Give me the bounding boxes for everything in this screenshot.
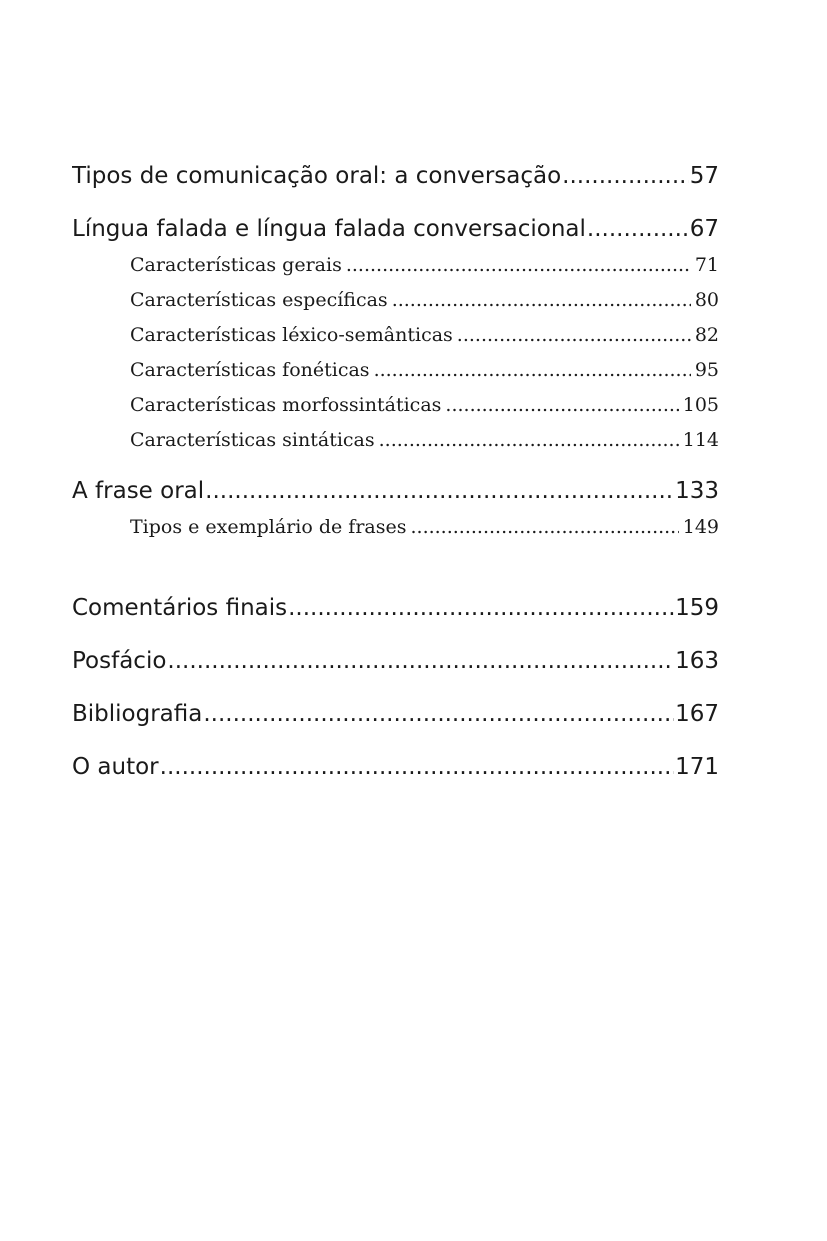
dot-leader <box>410 510 678 545</box>
toc-subentry-caracteristicas-especificas[interactable] <box>72 283 719 318</box>
table-of-contents <box>72 158 719 786</box>
toc-subentry-title: Características sintáticas <box>130 429 375 451</box>
dot-leader <box>562 158 689 195</box>
toc-subentry-caracteristicas-sintaticas[interactable] <box>72 423 719 458</box>
dot-leader <box>379 423 679 458</box>
toc-subentry-page-number: 95 <box>694 359 719 381</box>
dot-leader <box>346 248 691 283</box>
toc-subentry-tipos-e-exemplario[interactable] <box>72 510 719 545</box>
toc-subentry-page-number: 82 <box>694 324 719 346</box>
toc-subentry-title: Características léxico-semânticas <box>130 324 453 346</box>
toc-subentry-caracteristicas-lexico-semanticas[interactable] <box>72 318 719 353</box>
dot-leader <box>288 590 674 627</box>
toc-entry-posfacio[interactable] <box>72 643 719 680</box>
toc-entry-page-number: 163 <box>675 648 719 674</box>
toc-entry-bibliografia[interactable] <box>72 696 719 733</box>
toc-subentry-page-number: 105 <box>682 394 719 416</box>
toc-entry-page-number: 57 <box>689 163 719 189</box>
dot-leader <box>160 749 674 786</box>
dot-leader <box>587 211 689 248</box>
toc-entry-page-number: 133 <box>675 478 719 504</box>
toc-entry-lingua-falada[interactable] <box>72 211 719 248</box>
toc-entry-comentarios-finais[interactable] <box>72 590 719 627</box>
toc-subentry-title: Características morfossintáticas <box>130 394 442 416</box>
toc-subentry-page-number: 149 <box>682 516 719 538</box>
toc-subentry-page-number: 71 <box>694 254 719 276</box>
toc-subentry-caracteristicas-gerais[interactable] <box>72 248 719 283</box>
dot-leader <box>445 388 678 423</box>
toc-subentry-caracteristicas-morfossintaticas[interactable] <box>72 388 719 423</box>
toc-subentry-page-number: 80 <box>694 289 719 311</box>
toc-entry-tipos-de-comunicacao-oral[interactable] <box>72 158 719 195</box>
toc-subentry-title: Tipos e exemplário de frases <box>130 516 407 538</box>
toc-subentry-caracteristicas-foneticas[interactable] <box>72 353 719 388</box>
toc-entry-o-autor[interactable] <box>72 749 719 786</box>
toc-entry-title: Bibliografia <box>72 701 203 727</box>
toc-entry-title: O autor <box>72 754 159 780</box>
dot-leader <box>205 473 674 510</box>
toc-entry-page-number: 159 <box>675 595 719 621</box>
toc-subentry-page-number: 114 <box>682 429 719 451</box>
toc-entry-title: A frase oral <box>72 478 205 504</box>
dot-leader <box>392 283 691 318</box>
toc-entry-page-number: 167 <box>675 701 719 727</box>
dot-leader <box>167 643 674 680</box>
toc-entry-title: Posfácio <box>72 648 167 674</box>
toc-subentry-title: Características específicas <box>130 289 388 311</box>
toc-entry-title: Língua falada e língua falada conversacional <box>72 216 586 242</box>
dot-leader <box>457 318 691 353</box>
toc-entry-title: Tipos de comunicação oral: a conversação <box>72 163 562 189</box>
toc-entry-page-number: 67 <box>689 216 719 242</box>
dot-leader <box>374 353 691 388</box>
toc-subentry-title: Características gerais <box>130 254 342 276</box>
toc-entry-title: Comentários finais <box>72 595 288 621</box>
toc-entry-a-frase-oral[interactable] <box>72 473 719 510</box>
toc-subentry-title: Características fonéticas <box>130 359 370 381</box>
dot-leader <box>203 696 674 733</box>
toc-entry-page-number: 171 <box>675 754 719 780</box>
